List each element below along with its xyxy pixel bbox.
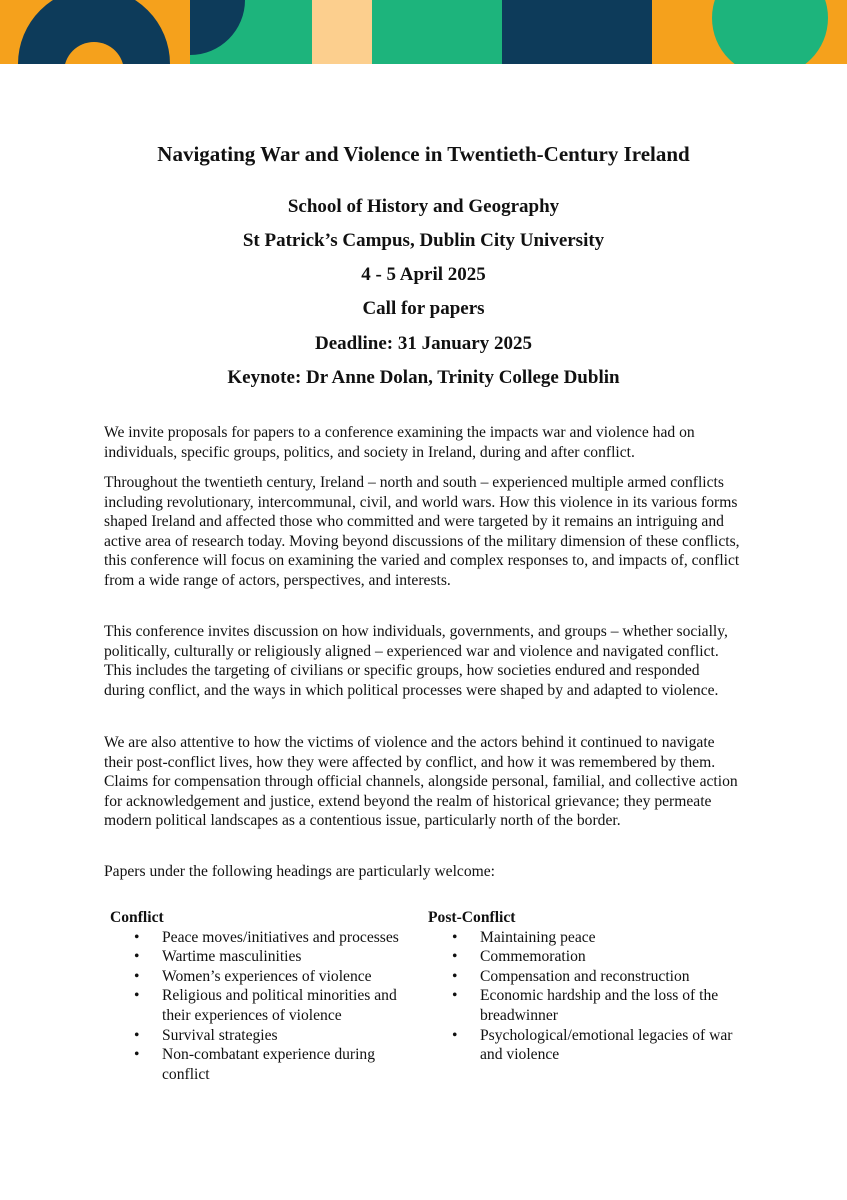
conflict-column bbox=[110, 908, 410, 1084]
banner-block-4 bbox=[372, 0, 502, 64]
banner-block-3 bbox=[312, 0, 372, 64]
list-item: • Commemoration bbox=[428, 947, 748, 967]
paragraph-post-conflict: We are also attentive to how the victims of violence and the actors behind it continued to navigate their post-conflict lives, how they were affected by conflict, and how it was remembered by them. Claims for compensation through official channels, alongside personal, familial, and collective action for acknowledgement and justice, extend beyond the realm of historical grievance; they permeate modern political landscapes as a contentious issue, particularly north of the border. bbox=[104, 734, 738, 830]
call-for-papers: Call for papers bbox=[362, 298, 485, 319]
list-item: • Non-combatant experience during conflict bbox=[110, 1045, 410, 1084]
list-item: • Compensation and reconstruction bbox=[428, 967, 748, 987]
conflict-heading: Conflict bbox=[110, 909, 164, 926]
list-item: • Peace moves/initiatives and processes bbox=[110, 928, 410, 948]
deadline: Deadline: 31 January 2025 bbox=[315, 333, 532, 354]
list-item: • Survival strategies bbox=[110, 1026, 410, 1046]
banner-green-circle bbox=[712, 0, 828, 64]
post-conflict-column bbox=[428, 908, 748, 1065]
banner-graphic bbox=[0, 0, 847, 64]
paragraph-intro: We invite proposals for papers to a conference examining the impacts war and violence had on individuals, specific groups, politics, and society in Ireland, during and after conflict. bbox=[104, 424, 695, 461]
banner-navy-strip bbox=[612, 0, 652, 64]
list-item: • Women’s experiences of violence bbox=[110, 967, 410, 987]
paragraph-background: Throughout the twentieth century, Ireland – north and south – experienced multiple armed conflicts including revolutionary, intercommunal, civil, and world wars. How this violence in its various forms shaped Ireland and affected those who committed and were targeted by it remains an intriguing and active area of research today. Moving beyond discussions of the military dimension of these conflicts, this conference will focus on examining the varied and complex responses to, and impacts of, conflict from a wide range of actors, perspectives, and interests. bbox=[104, 474, 740, 589]
paragraph-headings-intro: Papers under the following headings are particularly welcome: bbox=[104, 863, 496, 880]
list-item: • Maintaining peace bbox=[428, 928, 748, 948]
conference-dates: 4 - 5 April 2025 bbox=[361, 264, 486, 285]
list-item: • Economic hardship and the loss of the breadwinner bbox=[428, 986, 748, 1025]
host-school: School of History and Geography bbox=[287, 196, 560, 217]
page-title: Navigating War and Violence in Twentieth-Century Ireland bbox=[157, 142, 690, 166]
keynote: Keynote: Dr Anne Dolan, Trinity College Dublin bbox=[227, 367, 620, 388]
post-conflict-heading: Post-Conflict bbox=[428, 909, 516, 926]
venue: St Patrick’s Campus, Dublin City University bbox=[242, 230, 605, 251]
list-item: • Religious and political minorities and their experiences of violence bbox=[110, 986, 410, 1025]
decorative-banner bbox=[0, 0, 847, 64]
paragraph-themes: This conference invites discussion on how individuals, governments, and groups – whether socially, politically, culturally or religiously aligned – experienced war and violence and navigated conflict. This includes the targeting of civilians or specific groups, how societies endured and responded during conflict, and the ways in which political processes were shaped by and adapted to violence. bbox=[104, 623, 728, 699]
conflict-list bbox=[110, 928, 410, 1085]
list-item: • Wartime masculinities bbox=[110, 947, 410, 967]
post-conflict-list bbox=[428, 928, 748, 1065]
list-item: • Psychological/emotional legacies of war and violence bbox=[428, 1026, 748, 1065]
